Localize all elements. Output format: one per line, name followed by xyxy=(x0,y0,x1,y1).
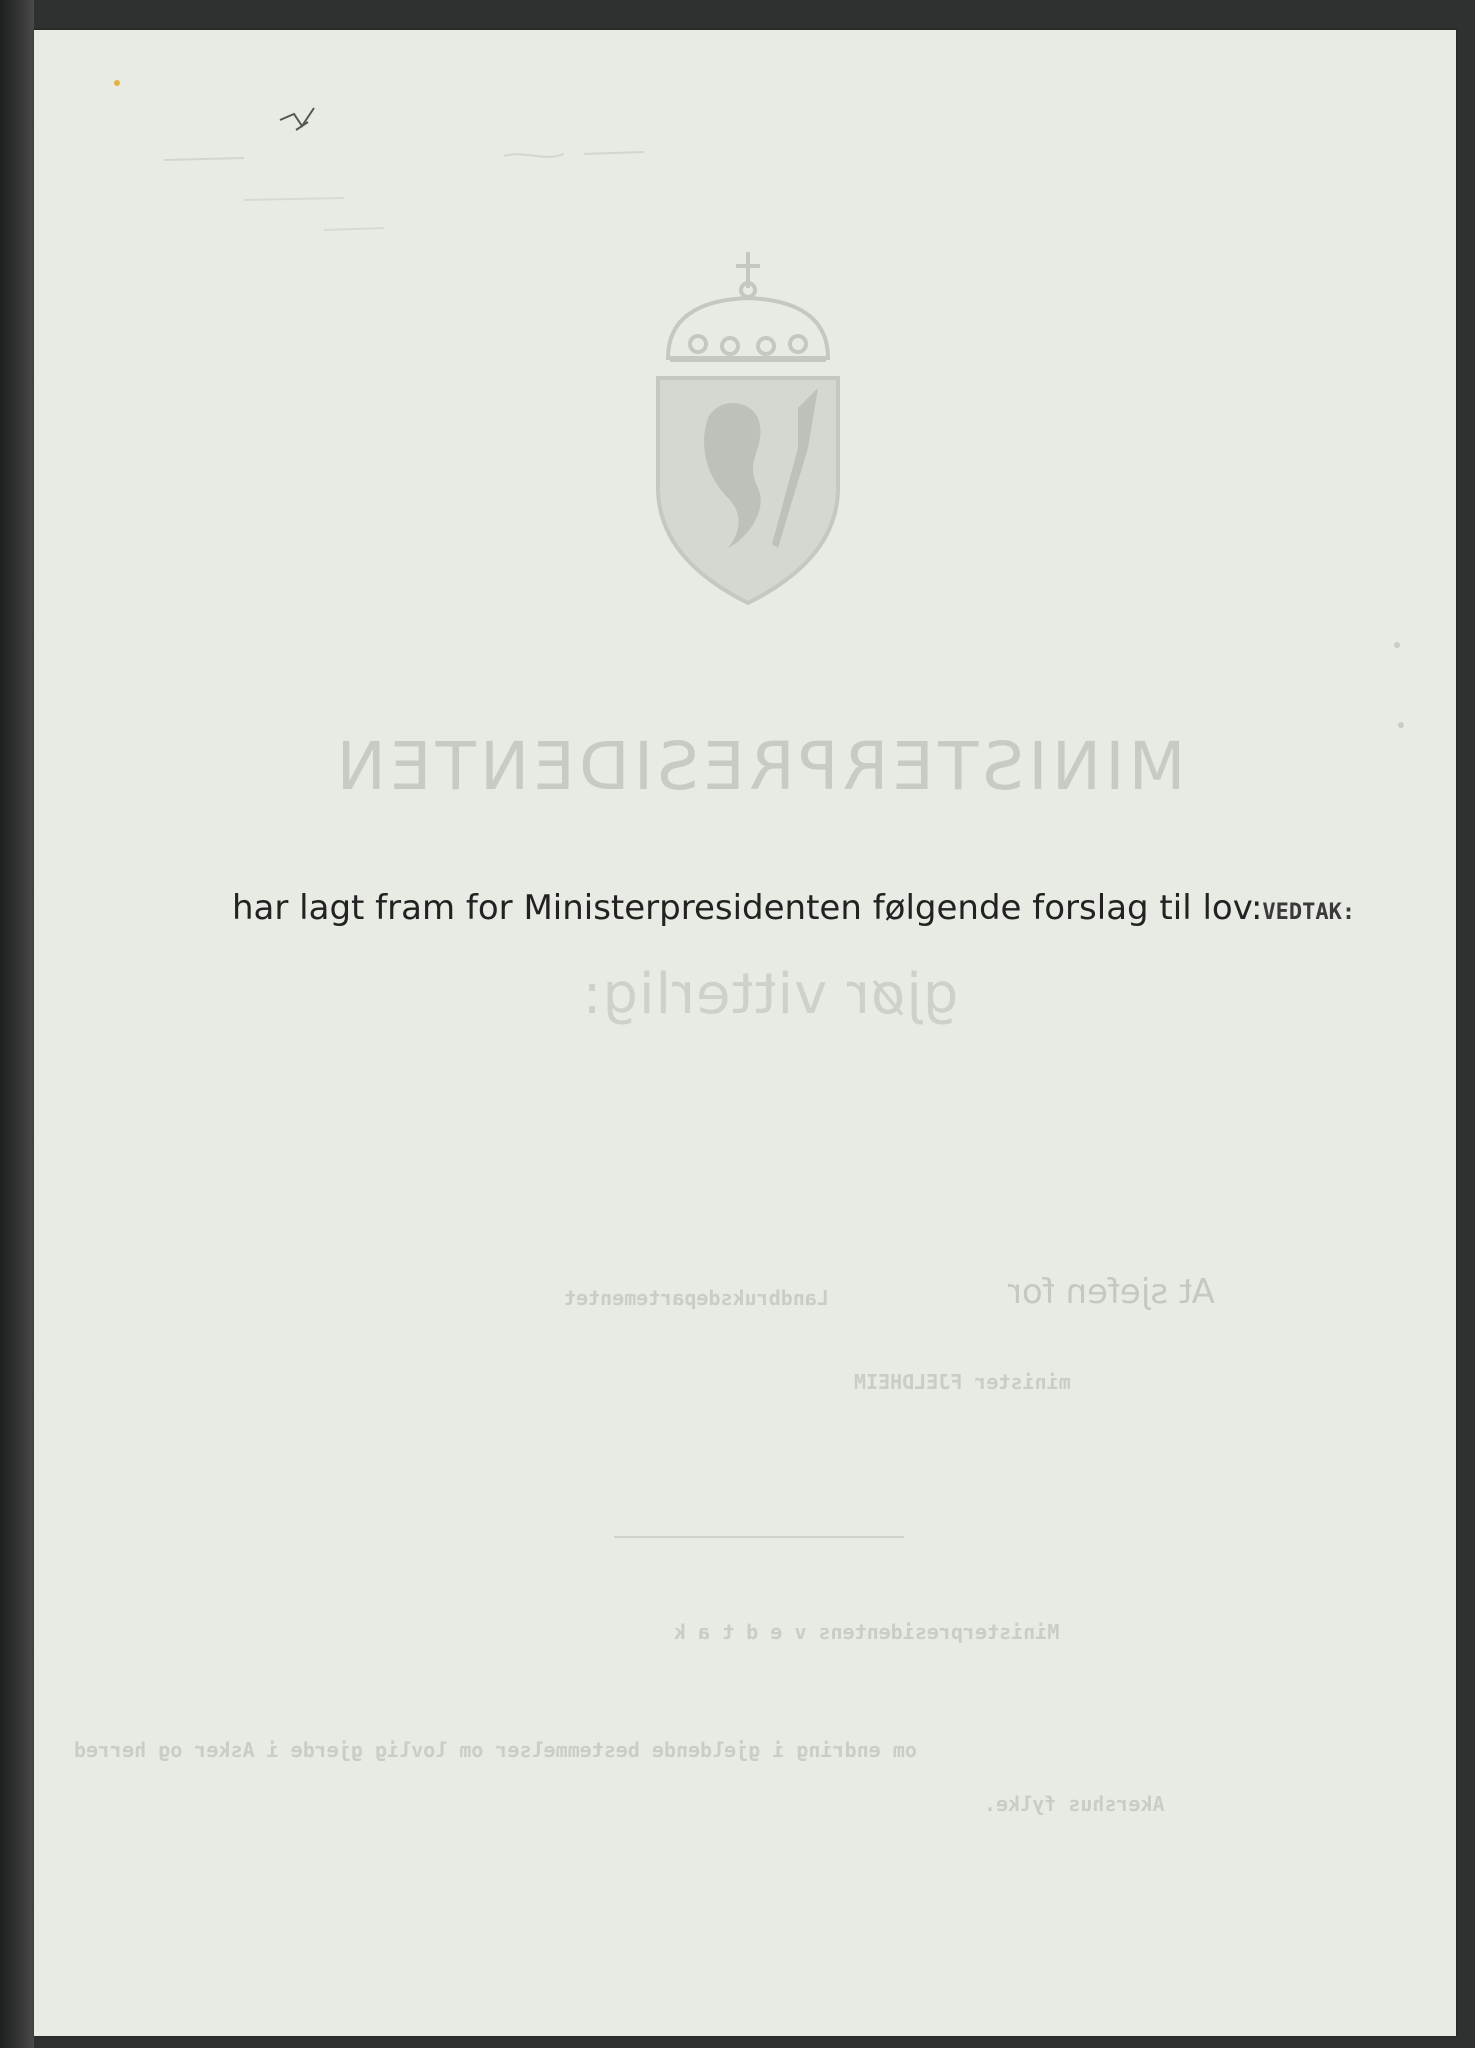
bleedthrough-line-2-typed: minister FJELDHEIM xyxy=(854,1370,1071,1394)
stain-dot xyxy=(1398,722,1404,728)
scanner-edge xyxy=(0,0,34,2048)
stain-dot xyxy=(1394,642,1400,648)
pencil-mark-icon xyxy=(274,100,334,140)
document-page xyxy=(34,30,1456,2036)
bleedthrough-subheading: gjør vitterlig: xyxy=(581,962,959,1027)
bleedthrough-line-4-typed: om endring i gjeldende bestemmelser om lovlig gjerde i Asker og herred xyxy=(74,1738,917,1762)
body-line-typed-suffix: VEDTAK: xyxy=(1262,900,1356,925)
bleedthrough-line-5-typed: Akershus fylke. xyxy=(984,1792,1165,1816)
body-line xyxy=(232,888,1452,928)
faint-handwriting-marks xyxy=(124,140,724,260)
bleedthrough-line-3-typed: Ministerpresidentens v e d t a k xyxy=(674,1620,1060,1644)
bleedthrough-heading: MINISTERPRESIDENTEN xyxy=(332,728,1186,805)
bleedthrough-line-1-typed: Landbruksdepartementet xyxy=(564,1286,829,1310)
bleedthrough-rule xyxy=(614,1536,904,1538)
stain-dot xyxy=(114,80,120,86)
norwegian-coat-of-arms-icon xyxy=(648,248,848,608)
bleedthrough-line-1-script: At sjefen for xyxy=(1008,1272,1215,1312)
body-line-text: har lagt fram for Ministerpresidenten følgende forslag til lov: xyxy=(232,888,1263,928)
